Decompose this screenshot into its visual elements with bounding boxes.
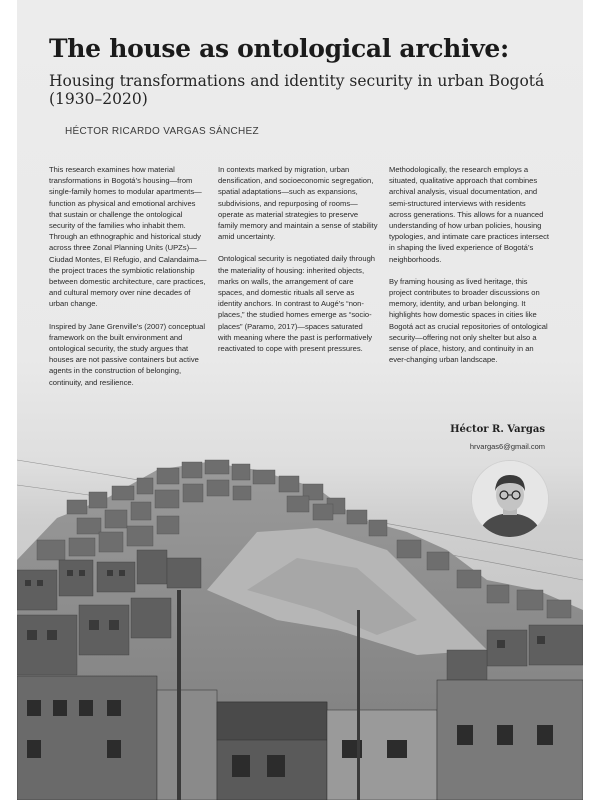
paragraph: By framing housing as lived heritage, this project contributes to broader discussions on memory, identity, and urban belonging. It highlights how domestic spaces in cities like Bogotá act as crucial repositories of ontological security—offering not only shelter but also a sense of place, history, and continuity in an ever-changing urban landscape. [389,276,548,365]
signature-name: Héctor R. Vargas [450,424,545,435]
page-subtitle: Housing transformations and identity security in urban Bogotá (1930–2020) [49,72,545,108]
author-portrait [471,460,549,538]
text-column-1 [49,164,209,399]
signature-email: hrvargas6@gmail.com [469,442,545,451]
paragraph: This research examines how material transformations in Bogotá’s housing—from single-family homes to modular apartments—function as physical and emotional archives that sustain or challenge the ontological security of the families who inhabit them. Through an ethnographic and historical study across three Zonal Planning Units (UPZs)—Ciudad Montes, El Refugio, and Calandaima—the project traces the symbiotic relationship between domestic architecture, care practices, and cultural memory over nine decades of urban change. [49,165,207,309]
paragraph: Methodologically, the research employs a situated, qualitative approach that combines archival analysis, visual documentation, and semi-structured interviews with residents across generations. This allows for a nuanced understanding of how urban policies, housing typologies, and intimate care practices intersect in shaping the lived experience of Bogotá’s neighborhoods. [389,165,549,264]
author-name: HÉCTOR RICARDO VARGAS SÁNCHEZ [65,126,259,137]
text-column-3 [389,164,549,376]
text-column-2 [218,164,378,365]
paragraph: Ontological security is negotiated daily through the materiality of housing: inherited objects, marks on walls, the arrangement of care spaces, and domestic rituals all serve as identity anchors. In contrast to Augé’s “non-places,” the studied homes emerge as “socio-places” (Paramo, 2017)—spaces saturated with meaning where the past is performatively reactivated to cope with present pressures. [218,254,376,354]
poster-page [17,0,583,800]
paragraph: Inspired by Jane Grenville’s (2007) conceptual framework on the built environment and ontological security, the study argues that houses are not passive containers but active agents in the construction of belonging, continuity, and resilience. [49,321,206,387]
paragraph: In contexts marked by migration, urban densification, and socioeconomic segregation, spatial adaptations—such as expansions, subdivisions, and repurposing of rooms—operate as material strategies to preserve family memory and maintain a sense of stability amid uncertainty. [218,165,378,242]
portrait-icon [472,461,548,537]
page-title: The house as ontological archive: [49,34,509,63]
